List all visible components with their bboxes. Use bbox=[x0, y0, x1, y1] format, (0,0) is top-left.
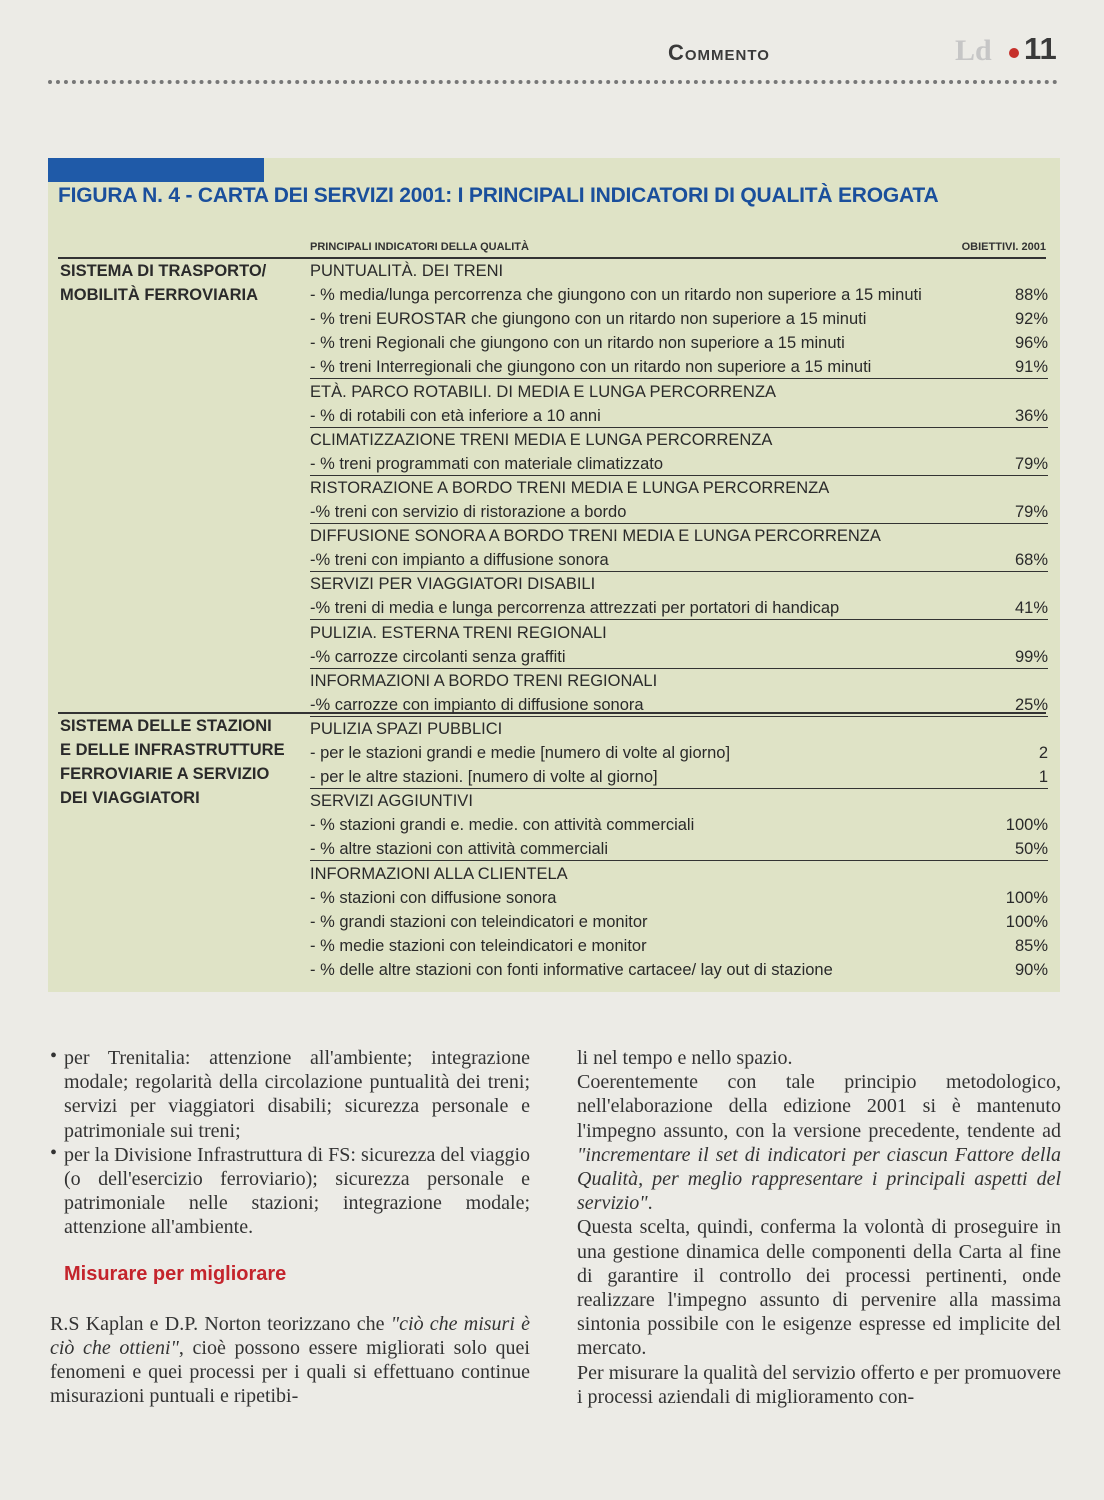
indicator-row bbox=[310, 331, 1048, 355]
indicator-target-value: 25% bbox=[1014, 695, 1048, 714]
indicator-category-row bbox=[310, 428, 1048, 452]
indicator-text: RISTORAZIONE A BORDO TRENI MEDIA E LUNGA PERCORRENZA bbox=[310, 478, 830, 497]
indicator-target-value: 92% bbox=[1014, 310, 1048, 329]
system-label-line: DEI VIAGGIATORI bbox=[60, 789, 200, 807]
system-stations-label bbox=[60, 714, 285, 810]
indicator-text: - per le stazioni grandi e medie [numero di volte al giorno] bbox=[310, 744, 731, 762]
indicator-target-value: 36% bbox=[1014, 406, 1048, 425]
paragraph-text: Coerentemente con tale principio metodologico, nell'elaborazione della edizione 2001 si è mantenuto l'impegno assunto, con la versione precedente, tendente ad bbox=[577, 1071, 1061, 1142]
indicator-row bbox=[310, 934, 1048, 958]
indicator-text: -% treni con servizio di ristorazione a bordo bbox=[310, 503, 627, 521]
indicator-category-row bbox=[310, 476, 1048, 500]
indicator-row bbox=[310, 404, 1048, 428]
indicator-target-value: 50% bbox=[1014, 840, 1048, 859]
system-label-line: E DELLE INFRASTRUTTURE bbox=[60, 741, 285, 759]
indicator-category-row bbox=[310, 259, 1048, 283]
indicator-text: -% treni con impianto a diffusione sonora bbox=[310, 551, 609, 570]
paragraph-text: , cioè possono essere migliorati solo quei fenomeni e quei processi per i quali si effettuano continue misurazioni puntuali e ripetibi- bbox=[50, 1337, 530, 1408]
bullet-text: per Trenitalia: attenzione all'ambiente; integrazione modale; regolarità della circolazione puntualità dei treni; servizi per viaggiatori disabili; sicurezza personale e patrimoniale sui treni; bbox=[64, 1047, 530, 1142]
quote-text: "incrementare il set di indicatori per ciascun Fattore della Qualità, per meglio rappresentare i principali aspetti del servizio" bbox=[577, 1143, 1061, 1215]
indicator-category-row bbox=[310, 572, 1048, 596]
indicator-text: PULIZIA. ESTERNA TRENI REGIONALI bbox=[310, 623, 607, 642]
indicator-text: - % media/lunga percorrenza che giungono con un ritardo non superiore a 15 minuti bbox=[310, 286, 922, 305]
paragraph-text: . bbox=[647, 1192, 653, 1215]
indicator-row bbox=[310, 283, 1048, 307]
indicator-target-value: 79% bbox=[1014, 454, 1048, 473]
indicator-target-value: 88% bbox=[1014, 286, 1048, 305]
indicator-row bbox=[310, 813, 1048, 837]
indicator-text: - % treni EUROSTAR che giungono con un ritardo non superiore a 15 minuti bbox=[310, 310, 867, 329]
system-label-line: FERROVIARIE A SERVIZIO bbox=[60, 765, 270, 783]
indicator-row bbox=[310, 452, 1048, 476]
indicator-text: - % medie stazioni con teleindicatori e monitor bbox=[310, 936, 647, 955]
system-label-line: MOBILITÀ FERROVIARIA bbox=[60, 286, 258, 304]
indicator-text: - % treni Interregionali che giungono con un ritardo non superiore a 15 minuti bbox=[310, 358, 872, 377]
indicator-text: - per le altre stazioni. [numero di volte al giorno] bbox=[310, 768, 658, 787]
page-header bbox=[0, 28, 1104, 88]
bullet-item bbox=[50, 1045, 530, 1143]
indicator-category-row bbox=[310, 524, 1048, 548]
indicator-text: -% carrozze circolanti senza graffiti bbox=[310, 647, 566, 666]
indicator-category-row bbox=[310, 621, 1048, 645]
indicator-target-value: 100% bbox=[1005, 816, 1048, 835]
paragraph-text: R.S Kaplan e D.P. Norton teorizzano che bbox=[50, 1312, 391, 1335]
indicator-target-value: 100% bbox=[1005, 888, 1048, 907]
section-subheading: Misurare per migliorare bbox=[64, 1262, 287, 1285]
indicator-target-value: 1 bbox=[1038, 768, 1048, 787]
quote-text: "ciò che misuri è ciò che ottieni" bbox=[50, 1312, 530, 1360]
indicator-target-value: 100% bbox=[1005, 912, 1048, 931]
body-paragraph bbox=[577, 1070, 1061, 1215]
indicator-row bbox=[310, 741, 1048, 765]
indicator-target-value: 90% bbox=[1014, 960, 1048, 979]
column-header-indicators: PRINCIPALI INDICATORI DELLA QUALITÀ bbox=[310, 241, 529, 253]
quality-indicators-figure bbox=[48, 158, 1060, 992]
indicator-row bbox=[310, 645, 1048, 669]
section-label: Commento bbox=[668, 40, 770, 65]
indicator-text: -% treni di media e lunga percorrenza attrezzati per portatori di handicap bbox=[310, 599, 840, 618]
red-bullet-icon bbox=[1009, 48, 1019, 58]
figure-title: FIGURA N. 4 - CARTA DEI SERVIZI 2001: I PRINCIPALI INDICATORI DI QUALITÀ EROGATA bbox=[58, 184, 939, 207]
indicator-text: - % delle altre stazioni con fonti informative cartacee/ lay out di stazione bbox=[310, 960, 833, 979]
indicator-text: PULIZIA SPAZI PUBBLICI bbox=[310, 719, 503, 738]
indicator-text: ETÀ. PARCO ROTABILI. DI MEDIA E LUNGA PERCORRENZA bbox=[310, 382, 777, 401]
figure-tab bbox=[48, 158, 264, 182]
indicator-text: -% carrozze con impianto di diffusione sonora bbox=[310, 695, 644, 714]
indicator-row bbox=[310, 765, 1048, 789]
indicator-category-row bbox=[310, 789, 1048, 813]
indicator-target-value: 41% bbox=[1014, 599, 1048, 618]
indicator-text: - % treni programmati con materiale climatizzato bbox=[310, 454, 664, 473]
indicator-target-value: 68% bbox=[1014, 551, 1048, 570]
indicator-row bbox=[310, 548, 1048, 572]
indicator-row bbox=[310, 693, 1048, 717]
indicator-target-value: 91% bbox=[1014, 358, 1048, 377]
indicator-text: - % grandi stazioni con teleindicatori e monitor bbox=[310, 912, 648, 931]
indicator-target-value: 79% bbox=[1014, 503, 1048, 521]
bullet-item bbox=[50, 1141, 530, 1240]
indicator-target-value: 85% bbox=[1014, 936, 1048, 955]
bullet-text: per la Divisione Infrastruttura di FS: sicurezza del viaggio (o dell'esercizio ferroviario); sicurezza personale e patrimoniale nelle stazioni; integrazione modale; attenzione all'ambiente. bbox=[64, 1143, 530, 1239]
indicator-category-row bbox=[310, 380, 1048, 404]
indicator-row bbox=[310, 910, 1048, 934]
bullet-dot-icon: • bbox=[50, 1141, 58, 1164]
system-label-line: SISTEMA DI TRASPORTO/ bbox=[60, 262, 267, 280]
indicator-text: - % stazioni grandi e. medie. con attività commerciali bbox=[310, 816, 695, 835]
right-text-column bbox=[577, 1046, 1061, 1409]
indicator-text: - % di rotabili con età inferiore a 10 anni bbox=[310, 406, 601, 425]
indicator-category-row bbox=[310, 717, 1048, 741]
bullet-dot-icon: • bbox=[50, 1045, 58, 1067]
header-divider bbox=[48, 80, 1058, 84]
body-paragraph: li nel tempo e nello spazio. bbox=[577, 1047, 793, 1069]
body-paragraph: Questa scelta, quindi, conferma la volontà di proseguire in una gestione dinamica delle componenti della Carta al fine di garantire il controllo dei processi pertinenti, onde realizzare l'impegno assunto di pervenire alla massima sintonia possibile con le esigenze espresse ed implicite del mercato. bbox=[577, 1216, 1061, 1360]
indicator-text: INFORMAZIONI ALLA CLIENTELA bbox=[310, 864, 568, 883]
indicator-text: - % altre stazioni con attività commerciali bbox=[310, 840, 609, 859]
indicator-text: - % treni Regionali che giungono con un ritardo non superiore a 15 minuti bbox=[310, 334, 845, 353]
indicator-row bbox=[310, 837, 1048, 861]
indicator-text: DIFFUSIONE SONORA A BORDO TRENI MEDIA E LUNGA PERCORRENZA bbox=[310, 527, 881, 546]
indicator-category-row bbox=[310, 862, 1048, 886]
column-header-targets: OBIETTIVI. 2001 bbox=[961, 241, 1046, 253]
indicator-text: SERVIZI PER VIAGGIATORI DISABILI bbox=[310, 575, 596, 594]
indicator-text: INFORMAZIONI A BORDO TRENI REGIONALI bbox=[310, 671, 658, 690]
body-paragraph bbox=[50, 1312, 530, 1409]
indicator-row bbox=[310, 355, 1048, 379]
left-text-column bbox=[50, 1045, 530, 1409]
magazine-logo: Ld bbox=[955, 34, 992, 67]
indicator-text: - % stazioni con diffusione sonora bbox=[310, 888, 557, 907]
indicator-category-row bbox=[310, 669, 1048, 693]
indicator-row bbox=[310, 307, 1048, 331]
indicator-target-value: 2 bbox=[1038, 744, 1048, 762]
indicator-target-value: 99% bbox=[1014, 647, 1048, 666]
indicator-row bbox=[310, 958, 1048, 982]
indicator-row bbox=[310, 596, 1048, 620]
system-transport-label bbox=[60, 259, 266, 307]
indicator-target-value: 96% bbox=[1014, 334, 1048, 353]
indicator-row bbox=[310, 500, 1048, 524]
system-label-line: SISTEMA DELLE STAZIONI bbox=[60, 717, 272, 735]
indicator-text: PUNTUALITÀ. DEI TRENI bbox=[310, 262, 504, 280]
page-number: 11 bbox=[1024, 31, 1057, 66]
body-paragraph: Per misurare la qualità del servizio offerto e per promuovere i processi aziendali di miglioramento con- bbox=[577, 1361, 1061, 1408]
indicator-text: SERVIZI AGGIUNTIVI bbox=[310, 792, 473, 811]
indicator-text: CLIMATIZZAZIONE TRENI MEDIA E LUNGA PERCORRENZA bbox=[310, 430, 773, 449]
indicator-row bbox=[310, 886, 1048, 910]
